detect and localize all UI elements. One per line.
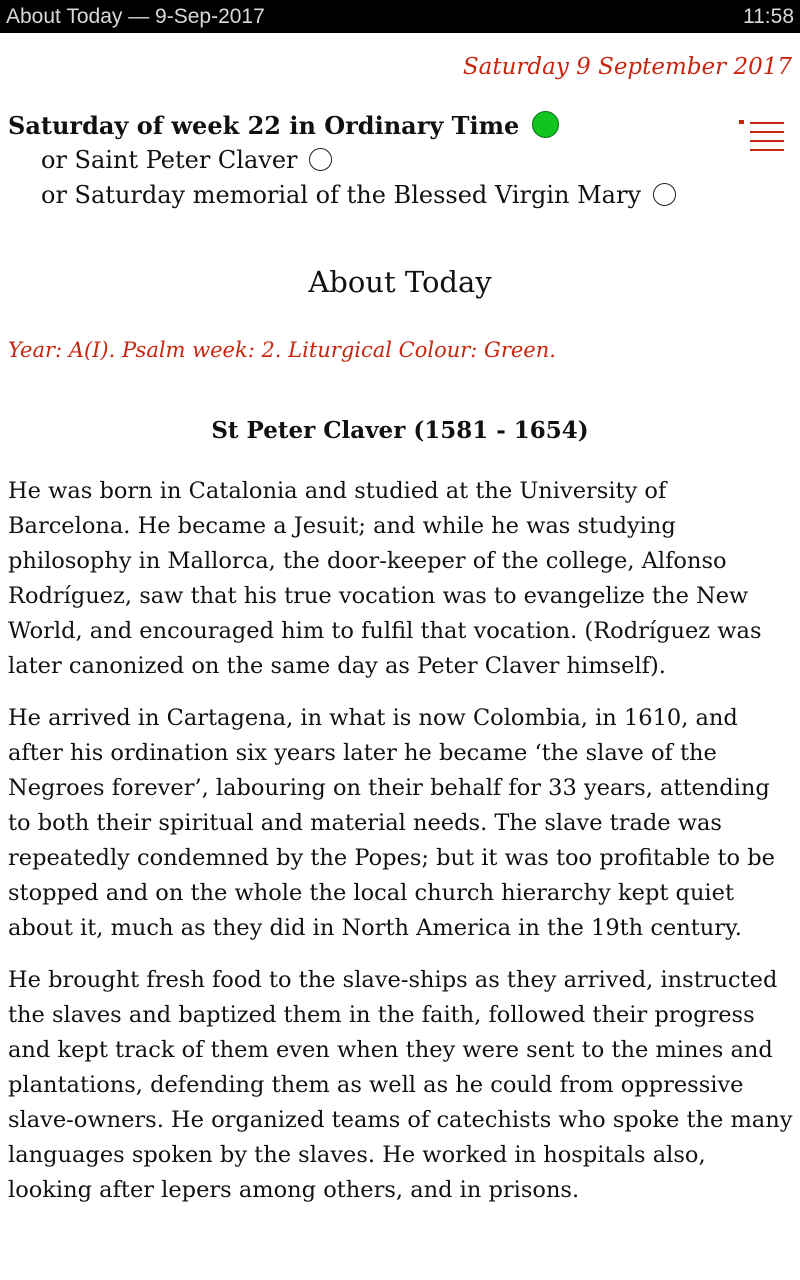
status-bar — [0, 0, 800, 33]
biography-paragraph: He brought fresh food to the slave-ships as they arrived, instructed the slaves and baptized them in the faith, followed their progress and kept track of them even when they were sent to the mines and plantations, defending them as well as he could from oppressive slave-owners. He organized teams of catechists who spoke the many languages spoken by the slaves. He worked in hospitals also, looking after lepers among others, and in prisons. — [8, 967, 793, 1203]
status-bar-title: About Today — 9-Sep-2017 — [6, 5, 265, 28]
menu-button[interactable] — [736, 116, 786, 156]
celebration-options — [8, 108, 708, 213]
radio-unselected-icon[interactable] — [309, 148, 332, 171]
status-bar-time: 11:58 — [743, 5, 794, 28]
celebration-option-ordinary-time[interactable] — [8, 108, 708, 143]
page-title: About Today — [308, 265, 492, 299]
celebration-option-peter-claver[interactable] — [8, 143, 708, 178]
celebration-option-virgin-mary[interactable] — [8, 178, 708, 213]
date-line: Saturday 9 September 2017 — [462, 54, 792, 80]
saint-biography — [8, 474, 794, 1225]
celebration-label: or Saint Peter Claver — [41, 146, 298, 174]
celebration-label: or Saturday memorial of the Blessed Virgin Mary — [41, 181, 641, 209]
liturgical-year-info: Year: A(I). Psalm week: 2. Liturgical Colour: Green. — [8, 338, 556, 362]
celebration-label: Saturday of week 22 in Ordinary Time — [8, 111, 520, 140]
menu-list-icon — [736, 116, 786, 156]
radio-selected-icon[interactable] — [532, 111, 559, 138]
saint-heading: St Peter Claver (1581 - 1654) — [211, 417, 589, 444]
radio-unselected-icon[interactable] — [653, 183, 676, 206]
biography-paragraph: He arrived in Cartagena, in what is now Colombia, in 1610, and after his ordination six years later he became ‘the slave of the Negroes forever’, labouring on their behalf for 33 years, attending to both their spiritual and material needs. The slave trade was repeatedly condemned by the Popes; but it was too profitable to be stopped and on the whole the local church hierarchy kept quiet about it, much as they did in North America in the 19th century. — [8, 705, 775, 941]
biography-paragraph: He was born in Catalonia and studied at the University of Barcelona. He became a Jesuit; and while he was studying philosophy in Mallorca, the door-keeper of the college, Alfonso Rodríguez, saw that his true vocation was to evangelize the New World, and encouraged him to fulfil that vocation. (Rodríguez was later canonized on the same day as Peter Claver himself). — [8, 478, 762, 679]
